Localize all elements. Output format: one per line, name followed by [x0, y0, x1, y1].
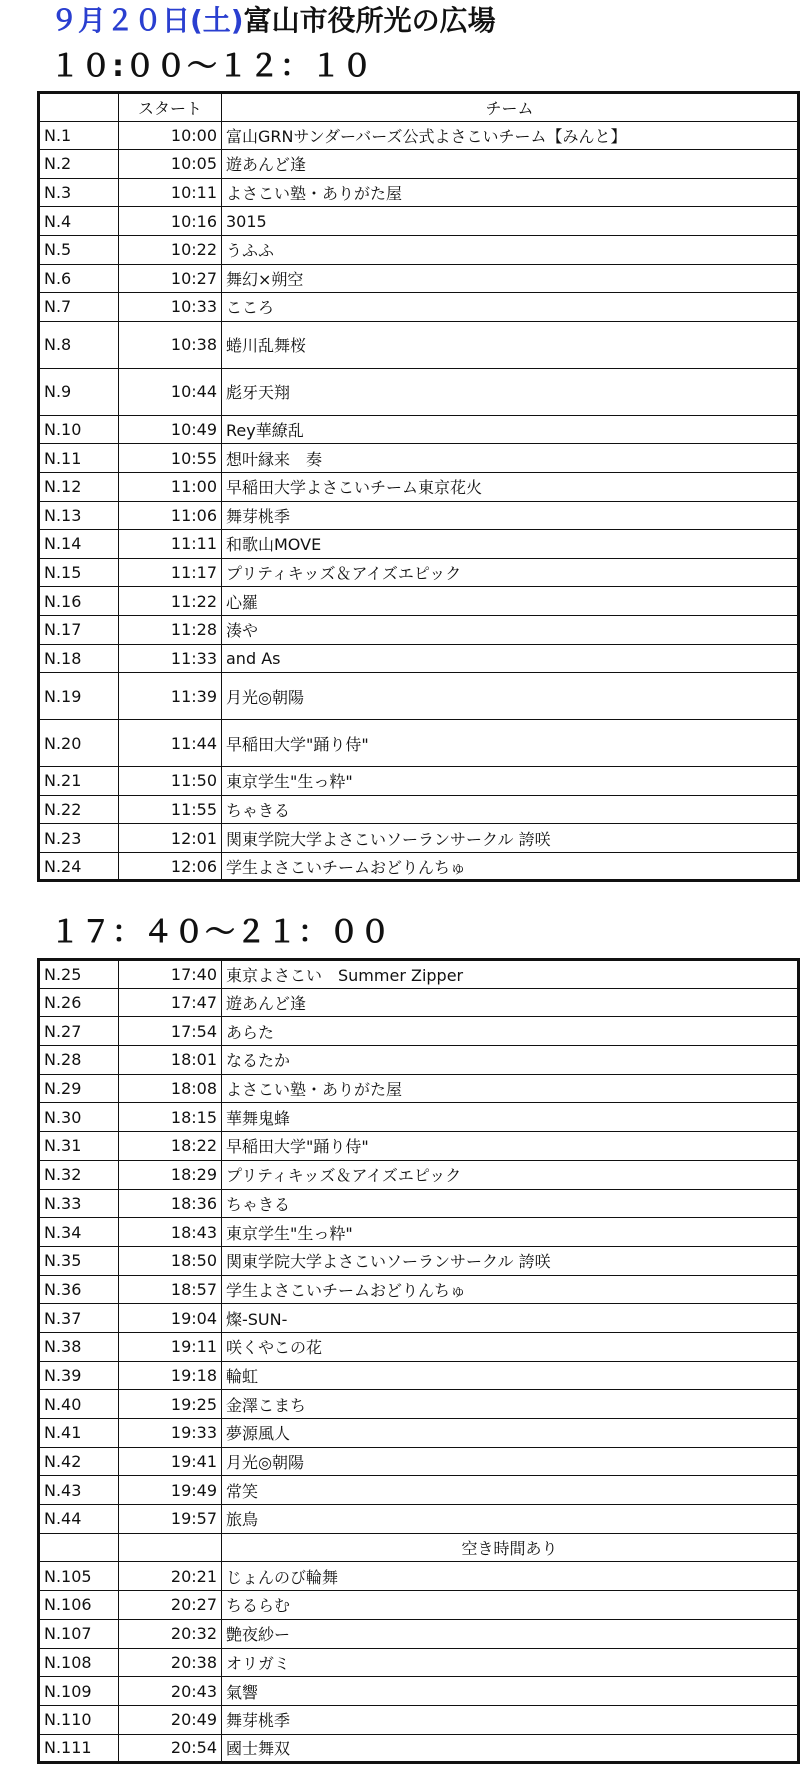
table-row — [39, 1734, 799, 1763]
entry-number: N.34 — [39, 1218, 119, 1247]
team-name: なるたか — [222, 1046, 799, 1075]
team-name: 想叶縁来 奏 — [222, 444, 799, 473]
start-time: 19:18 — [119, 1361, 222, 1390]
table-row — [39, 530, 799, 559]
entry-number: N.2 — [39, 150, 119, 179]
start-time: 18:29 — [119, 1160, 222, 1189]
start-time: 20:27 — [119, 1591, 222, 1620]
entry-number: N.19 — [39, 673, 119, 720]
team-name: 夢源風人 — [222, 1419, 799, 1448]
entry-number: N.1 — [39, 121, 119, 150]
team-name: and As — [222, 644, 799, 673]
team-name: 東京学生"生っ粋" — [222, 767, 799, 796]
entry-number — [39, 1533, 119, 1562]
entry-number: N.33 — [39, 1189, 119, 1218]
entry-number: N.23 — [39, 824, 119, 853]
start-time: 19:41 — [119, 1447, 222, 1476]
team-name: 月光◎朝陽 — [222, 673, 799, 720]
team-name: あらた — [222, 1017, 799, 1046]
start-time: 18:57 — [119, 1275, 222, 1304]
entry-number: N.25 — [39, 960, 119, 989]
entry-number: N.22 — [39, 795, 119, 824]
team-name: 國士舞双 — [222, 1734, 799, 1763]
table-row — [39, 720, 799, 767]
entry-number: N.11 — [39, 444, 119, 473]
start-time: 11:11 — [119, 530, 222, 559]
start-time: 11:28 — [119, 615, 222, 644]
team-name: 東京よさこい Summer Zipper — [222, 960, 799, 989]
start-time: 17:47 — [119, 988, 222, 1017]
table-row — [39, 1447, 799, 1476]
table-row — [39, 1017, 799, 1046]
table-row — [39, 615, 799, 644]
header-start: スタート — [119, 93, 222, 122]
schedule-table-morning — [37, 91, 800, 882]
team-name: 華舞鬼蜂 — [222, 1103, 799, 1132]
table-row — [39, 1505, 799, 1534]
start-time: 20:54 — [119, 1734, 222, 1763]
table-row — [39, 587, 799, 616]
table-row — [39, 501, 799, 530]
entry-number: N.40 — [39, 1390, 119, 1419]
team-name: 早稲田大学"踊り侍" — [222, 1132, 799, 1161]
table-row — [39, 472, 799, 501]
table-row — [39, 1332, 799, 1361]
entry-number: N.14 — [39, 530, 119, 559]
start-time: 20:43 — [119, 1677, 222, 1706]
schedule-table-evening — [37, 958, 800, 1764]
entry-number: N.12 — [39, 472, 119, 501]
start-time: 17:54 — [119, 1017, 222, 1046]
entry-number: N.39 — [39, 1361, 119, 1390]
team-name: 湊や — [222, 615, 799, 644]
entry-number: N.106 — [39, 1591, 119, 1620]
team-name: 学生よさこいチームおどりんちゅ — [222, 852, 799, 881]
start-time: 12:06 — [119, 852, 222, 881]
entry-number: N.10 — [39, 415, 119, 444]
start-time: 20:21 — [119, 1562, 222, 1591]
entry-number: N.13 — [39, 501, 119, 530]
table-row — [39, 1390, 799, 1419]
team-name: 舞芽桃季 — [222, 501, 799, 530]
table-row — [39, 988, 799, 1017]
entry-number: N.28 — [39, 1046, 119, 1075]
team-name: うふふ — [222, 235, 799, 264]
table-row — [39, 178, 799, 207]
team-name: 関東学院大学よさこいソーランサークル 誇咲 — [222, 824, 799, 853]
event-date: ９月２０日(土) — [50, 4, 244, 37]
table-row — [39, 1218, 799, 1247]
start-time: 19:49 — [119, 1476, 222, 1505]
team-name: 氣響 — [222, 1677, 799, 1706]
entry-number: N.44 — [39, 1505, 119, 1534]
team-name: 常笑 — [222, 1476, 799, 1505]
team-name: 金澤こまち — [222, 1390, 799, 1419]
table-row — [39, 1476, 799, 1505]
entry-number: N.110 — [39, 1705, 119, 1734]
start-time: 11:55 — [119, 795, 222, 824]
team-name: 艶夜紗ー — [222, 1619, 799, 1648]
team-name: 遊あんど逢 — [222, 150, 799, 179]
team-name: 遊あんど逢 — [222, 988, 799, 1017]
table-row — [39, 1132, 799, 1161]
header-team: チーム — [222, 93, 799, 122]
team-name: 舞幻×朔空 — [222, 264, 799, 293]
entry-number: N.42 — [39, 1447, 119, 1476]
entry-number: N.6 — [39, 264, 119, 293]
start-time: 10:55 — [119, 444, 222, 473]
team-name: ちゃきる — [222, 795, 799, 824]
start-time: 11:33 — [119, 644, 222, 673]
table-row — [39, 824, 799, 853]
team-name: よさこい塾・ありがた屋 — [222, 178, 799, 207]
team-name: 3015 — [222, 207, 799, 236]
entry-number: N.41 — [39, 1419, 119, 1448]
entry-number: N.32 — [39, 1160, 119, 1189]
start-time: 10:38 — [119, 321, 222, 368]
start-time: 10:00 — [119, 121, 222, 150]
entry-number: N.5 — [39, 235, 119, 264]
entry-number: N.29 — [39, 1074, 119, 1103]
team-name: 和歌山MOVE — [222, 530, 799, 559]
start-time: 18:15 — [119, 1103, 222, 1132]
table-row — [39, 767, 799, 796]
start-time: 20:38 — [119, 1648, 222, 1677]
table-row — [39, 235, 799, 264]
start-time: 18:50 — [119, 1246, 222, 1275]
entry-number: N.38 — [39, 1332, 119, 1361]
team-name: 月光◎朝陽 — [222, 1447, 799, 1476]
table-row — [39, 795, 799, 824]
start-time: 18:01 — [119, 1046, 222, 1075]
entry-number: N.27 — [39, 1017, 119, 1046]
team-name: ちるらむ — [222, 1591, 799, 1620]
table-row — [39, 1160, 799, 1189]
start-time: 19:57 — [119, 1505, 222, 1534]
team-name: ちゃきる — [222, 1189, 799, 1218]
start-time: 11:17 — [119, 558, 222, 587]
entry-number: N.3 — [39, 178, 119, 207]
entry-number: N.30 — [39, 1103, 119, 1132]
table-row — [39, 1304, 799, 1333]
team-name: 彪牙天翔 — [222, 368, 799, 415]
start-time: 19:11 — [119, 1332, 222, 1361]
table-row — [39, 1103, 799, 1132]
table-row — [39, 1648, 799, 1677]
team-name: 関東学院大学よさこいソーランサークル 誇咲 — [222, 1246, 799, 1275]
team-name: 咲くやこの花 — [222, 1332, 799, 1361]
start-time: 18:36 — [119, 1189, 222, 1218]
table-row — [39, 1677, 799, 1706]
start-time: 10:49 — [119, 415, 222, 444]
table-row — [39, 368, 799, 415]
start-time: 18:43 — [119, 1218, 222, 1247]
start-time: 18:08 — [119, 1074, 222, 1103]
table-header-row — [39, 93, 799, 122]
table-row — [39, 1419, 799, 1448]
header-no — [39, 93, 119, 122]
team-name: こころ — [222, 293, 799, 322]
table-row — [39, 1705, 799, 1734]
start-time: 10:16 — [119, 207, 222, 236]
start-time: 10:11 — [119, 178, 222, 207]
table-row — [39, 415, 799, 444]
table-row — [39, 293, 799, 322]
session-heading-morning: １０:００〜１２：１０ — [50, 49, 373, 84]
team-name: 東京学生"生っ粋" — [222, 1218, 799, 1247]
start-time: 11:39 — [119, 673, 222, 720]
entry-number: N.20 — [39, 720, 119, 767]
entry-number: N.7 — [39, 293, 119, 322]
entry-number: N.108 — [39, 1648, 119, 1677]
team-name: オリガミ — [222, 1648, 799, 1677]
table-row — [39, 1246, 799, 1275]
start-time — [119, 1533, 222, 1562]
start-time: 11:06 — [119, 501, 222, 530]
session-heading-evening: １７：４０〜２１：００ — [50, 915, 391, 950]
team-name: じょんのび輪舞 — [222, 1562, 799, 1591]
entry-number: N.36 — [39, 1275, 119, 1304]
table-row — [39, 960, 799, 989]
team-name: 舞芽桃季 — [222, 1705, 799, 1734]
start-time: 19:33 — [119, 1419, 222, 1448]
team-name: 蜷川乱舞桜 — [222, 321, 799, 368]
start-time: 10:44 — [119, 368, 222, 415]
team-name: プリティキッズ＆アイズエピック — [222, 558, 799, 587]
team-name: 心羅 — [222, 587, 799, 616]
table-row — [39, 1046, 799, 1075]
entry-number: N.105 — [39, 1562, 119, 1591]
start-time: 18:22 — [119, 1132, 222, 1161]
table-row — [39, 1275, 799, 1304]
entry-number: N.8 — [39, 321, 119, 368]
start-time: 12:01 — [119, 824, 222, 853]
note-row — [39, 1533, 799, 1562]
start-time: 19:04 — [119, 1304, 222, 1333]
table-row — [39, 1619, 799, 1648]
team-name: 学生よさこいチームおどりんちゅ — [222, 1275, 799, 1304]
entry-number: N.4 — [39, 207, 119, 236]
team-name: よさこい塾・ありがた屋 — [222, 1074, 799, 1103]
table-row — [39, 321, 799, 368]
entry-number: N.31 — [39, 1132, 119, 1161]
start-time: 20:32 — [119, 1619, 222, 1648]
entry-number: N.43 — [39, 1476, 119, 1505]
team-name: プリティキッズ＆アイズエピック — [222, 1160, 799, 1189]
entry-number: N.9 — [39, 368, 119, 415]
start-time: 19:25 — [119, 1390, 222, 1419]
entry-number: N.18 — [39, 644, 119, 673]
entry-number: N.37 — [39, 1304, 119, 1333]
entry-number: N.111 — [39, 1734, 119, 1763]
entry-number: N.24 — [39, 852, 119, 881]
start-time: 11:22 — [119, 587, 222, 616]
table-row — [39, 852, 799, 881]
team-name: 早稲田大学"踊り侍" — [222, 720, 799, 767]
entry-number: N.17 — [39, 615, 119, 644]
entry-number: N.107 — [39, 1619, 119, 1648]
start-time: 11:00 — [119, 472, 222, 501]
start-time: 10:27 — [119, 264, 222, 293]
table-row — [39, 121, 799, 150]
table-row — [39, 264, 799, 293]
event-venue: 富山市役所光の広場 — [243, 4, 496, 37]
team-name: 旅鳥 — [222, 1505, 799, 1534]
start-time: 11:44 — [119, 720, 222, 767]
start-time: 10:05 — [119, 150, 222, 179]
table-row — [39, 1562, 799, 1591]
team-name: 輪虹 — [222, 1361, 799, 1390]
start-time: 17:40 — [119, 960, 222, 989]
table-row — [39, 150, 799, 179]
team-name: 富山GRNサンダーバーズ公式よさこいチーム【みんと】 — [222, 121, 799, 150]
table-row — [39, 1074, 799, 1103]
table-row — [39, 207, 799, 236]
team-name: 早稲田大学よさこいチーム東京花火 — [222, 472, 799, 501]
start-time: 20:49 — [119, 1705, 222, 1734]
entry-number: N.15 — [39, 558, 119, 587]
start-time: 10:33 — [119, 293, 222, 322]
table-row — [39, 1189, 799, 1218]
table-row — [39, 644, 799, 673]
team-name: 空き時間あり — [222, 1533, 799, 1562]
start-time: 10:22 — [119, 235, 222, 264]
page-title — [50, 0, 496, 42]
entry-number: N.109 — [39, 1677, 119, 1706]
table-row — [39, 558, 799, 587]
entry-number: N.21 — [39, 767, 119, 796]
team-name: 燦-SUN- — [222, 1304, 799, 1333]
entry-number: N.26 — [39, 988, 119, 1017]
table-row — [39, 444, 799, 473]
entry-number: N.35 — [39, 1246, 119, 1275]
table-row — [39, 673, 799, 720]
start-time: 11:50 — [119, 767, 222, 796]
entry-number: N.16 — [39, 587, 119, 616]
table-row — [39, 1591, 799, 1620]
table-row — [39, 1361, 799, 1390]
team-name: Rey華繚乱 — [222, 415, 799, 444]
